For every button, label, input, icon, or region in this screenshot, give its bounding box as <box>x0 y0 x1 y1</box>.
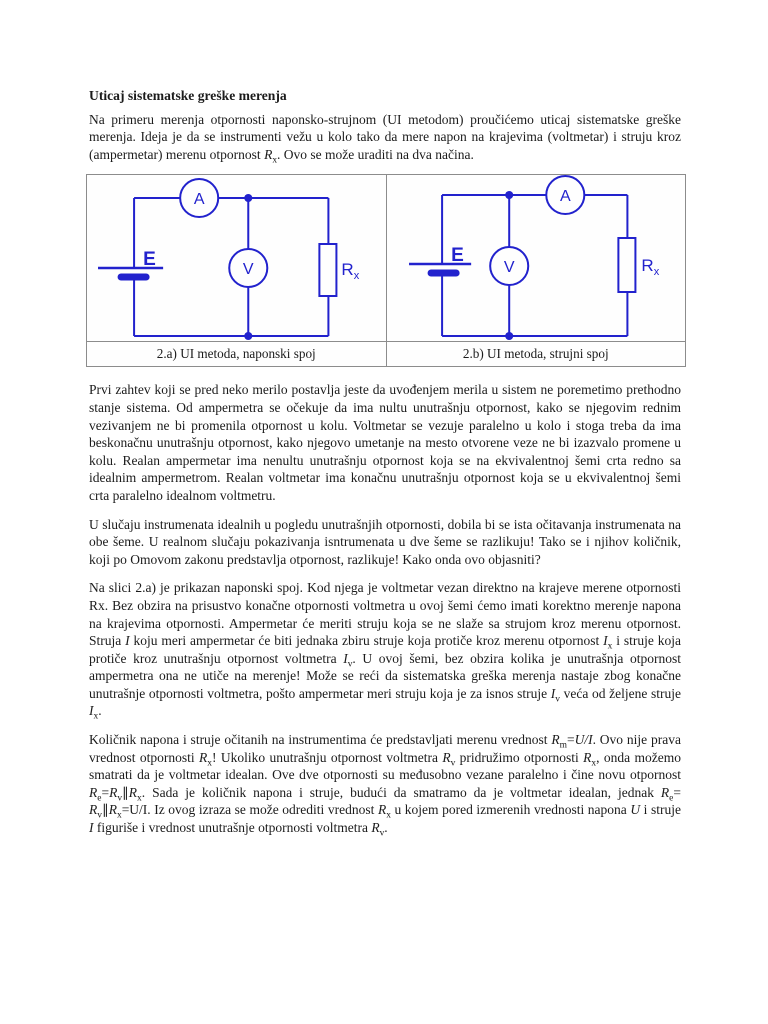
document-content <box>89 87 681 848</box>
node-dot <box>505 332 513 340</box>
source-label: E <box>143 249 156 271</box>
voltmeter-label: V <box>503 259 515 277</box>
resistor-label: $R_x$ <box>640 256 659 279</box>
circuit-diagram-strujni-spoj <box>387 175 686 341</box>
voltmeter-label: V <box>242 261 254 279</box>
circuit-figure <box>86 174 686 367</box>
circuit-wires <box>442 195 627 336</box>
paragraph-naponski-spoj-analysis: Na slici 2.a) je prikazan naponski spoj. Kod njega je voltmetar vezan direktno na krajeve merene otpornosti Rx. Bez obzira na prisustvo konačne otpornosti voltmetra u ovoj šemi ćemo imati korektno merenje napona na krajevima otpornosti. Ampermetar će meriti struju koja se ne slaže sa strujom kroz merenu otpornost. Struja I koju meri ampermetar će biti jednaka zbiru struje koja protiče kroz merenu otpornost $I_x$ i struje koja protiče kroz unutrašnju otpornost voltmetra $I_v$. U ovoj šemi, bez obzira kolika je unutrašnja otpornost ampermetra ona ne utiče na merenje! Može se reći da sistematska greška merenja nastaje zbog konačne unutrašnje otpornosti voltmetra, pošto ampermetar meri struju koja je za isnos struje $I_v$ veća od željene struje $I_x$. <box>89 580 681 723</box>
resistor-symbol <box>618 238 635 292</box>
figure-panel-strujni-spoj <box>386 175 686 366</box>
figure-panel-naponski-spoj <box>87 175 386 366</box>
node-dot <box>244 332 252 340</box>
paragraph-measured-resistance: Količnik napona i struje očitanih na instrumentima će predstavljati merenu vrednost $R_m=U/I$. Ovo nije prava vrednost otpornosti $R_x$! Ukoliko unutrašnju otpornost voltmetra $R_v$ pridružimo otpornosti $R_x$, onda možemo smatrati da je voltmetar idealan. Ove dve otpornosti su međusobno vezane paralelno i čine novu otpornost $R_e=R_v\parallel R_x$. Sada je količnik napona i struje, budući da smatramo da je voltmetar idealan, jednak $R_e=$ $R_v\parallel R_x=U/I$. Iz ovog izraza se može odrediti vrednost $R_x$ u kojem pored izmerenih vrednosti napona U i struje I figuriše i vrednost unutrašnje otpornosti voltmetra $R_v$. <box>89 732 682 839</box>
node-dot <box>244 194 252 202</box>
ammeter-label: A <box>193 191 205 209</box>
ammeter-label: A <box>559 188 571 206</box>
figure-caption-strujni-spoj: 2.b) UI metoda, strujni spoj <box>387 341 686 366</box>
document-heading: Uticaj sistematske greške merenja <box>89 88 287 103</box>
paragraph-ideal-vs-real: U slučaju instrumenata idealnih u pogledu unutrašnjih otpornosti, dobila bi se ista očitavanja instrumenata na obe šeme. U realnom slučaju pokazivanja isntrumenata u dve šeme se razlikuju! Tako se i njihov količnik, koji po Omovom zakonu predstavlja otpornost, razlikuje! Kako onda ovo objasniti? <box>89 516 681 567</box>
paragraph-intro: Na primeru merenja otpornosti naponsko-strujnom (UI metodom) proučićemo uticaj sistematske greške merenja. Ideja je da se instrumenti vežu u kolo tako da mere napon na krajevima (voltmetar) i struju kroz (ampermetar) merenu otpornost $R_x$. Ovo se može uraditi na dva načina. <box>89 111 681 166</box>
paragraph-instrument-requirements: Prvi zahtev koji se pred neko merilo postavlja jeste da uvođenjem merila u sistem ne poremetimo prethodno stanje sistema. Od ampermetra se očekuje da ima nultu unutrašnju otpornost, kako se njegovim rednim vezivanjem ne bi promenila otpornost u kolu. Voltmetar se vezuje paralelno u kolo i stoga treba da ima beskonačnu unutrašnju otpornost, kako njegovo umetanje na mesto otvorene veze ne bi izazvalo promene u kolu. Realan ampermetar ima nenultu unutrašnju otpornost koja se na ekvivalentnoj šemi crta redno sa idealnim ampermetrom. Realan voltmetar ima konačnu unutrašnju otpornost koja se u ekvivalentnoj šemi crta paralelno idealnom voltmetru. <box>89 382 681 503</box>
resistor-symbol <box>319 244 336 296</box>
figure-caption-naponski-spoj: 2.a) UI metoda, naponski spoj <box>87 341 386 366</box>
node-dot <box>505 191 513 199</box>
resistor-label: $R_x$ <box>341 260 360 283</box>
source-label: E <box>450 245 464 267</box>
circuit-diagram-naponski-spoj <box>87 175 386 341</box>
